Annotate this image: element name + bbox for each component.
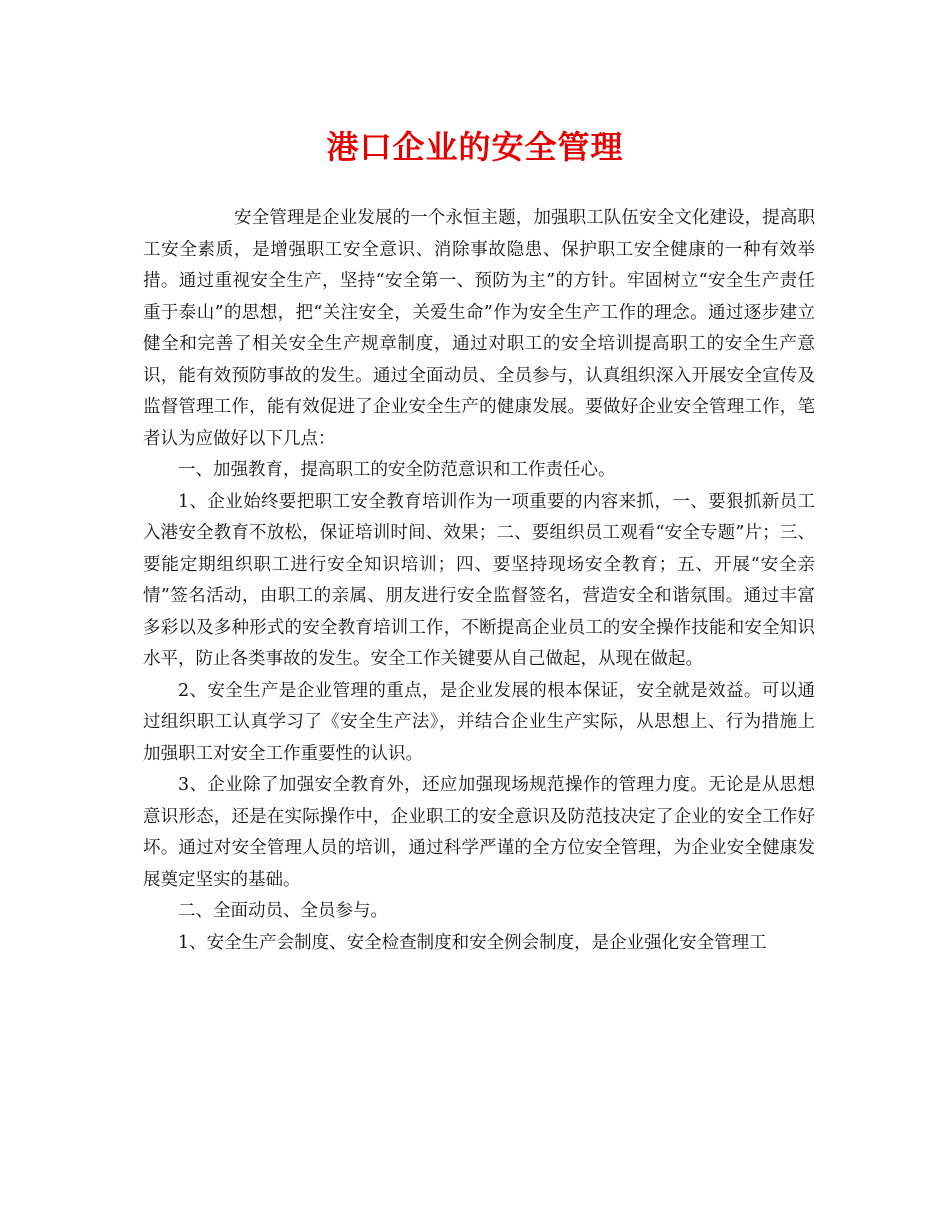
document-body xyxy=(143,203,815,959)
paragraph-1-2: 2、安全生产是企业管理的重点，是企业发展的根本保证，安全就是效益。可以通过组织职工认真学习了《安全生产法》，并结合企业生产实际，从思想上、行为措施上加强职工对安全工作重要性的认识。 xyxy=(143,680,815,764)
paragraph-1-1: 1、企业始终要把职工安全教育培训作为一项重要的内容来抓，一、要狠抓新员工入港安全教育不放松，保证培训时间、效果；二、要组织员工观看“安全专题”片；三、要能定期组织职工进行安全知识培训；四、要坚持现场安全教育；五、开展“安全亲情”签名活动，由职工的亲属、朋友进行安全监督签名，营造安全和谐氛围。通过丰富多彩以及多种形式的安全教育培训工作，不断提高企业员工的安全操作技能和安全知识水平，防止各类事故的发生。安全工作关键要从自己做起，从现在做起。 xyxy=(143,491,815,669)
paragraph-intro: 安全管理是企业发展的一个永恒主题，加强职工队伍安全文化建设，提高职工安全素质，是增强职工安全意识、消除事故隐患、保护职工安全健康的一种有效举措。通过重视安全生产，坚持“安全第一、预防为主”的方针。牢固树立“安全生产责任重于泰山”的思想，把“关注安全，关爱生命”作为安全生产工作的理念。通过逐步建立健全和完善了相关安全生产规章制度，通过对职工的安全培训提高职工的安全生产意识，能有效预防事故的发生。通过全面动员、全员参与，认真组织深入开展安全宣传及监督管理工作，能有效促进了企业安全生产的健康发展。要做好企业安全管理工作，笔者认为应做好以下几点： xyxy=(143,208,815,449)
paragraph-2-1: 1、安全生产会制度、安全检查制度和安全例会制度，是企业强化安全管理工 xyxy=(178,932,767,953)
section-heading-2: 二、全面动员、全员参与。 xyxy=(178,901,388,921)
paragraph-1-3: 3、企业除了加强安全教育外，还应加强现场规范操作的管理力度。无论是从思想意识形态，还是在实际操作中，企业职工的安全意识及防范技决定了企业的安全工作好坏。通过对安全管理人员的培训，通过科学严谨的全方位安全管理，为企业安全健康发展奠定坚实的基础。 xyxy=(143,775,815,890)
document-title: 港口企业的安全管理 xyxy=(326,128,624,166)
section-heading-1: 一、加强教育，提高职工的安全防范意识和工作责任心。 xyxy=(178,460,616,480)
